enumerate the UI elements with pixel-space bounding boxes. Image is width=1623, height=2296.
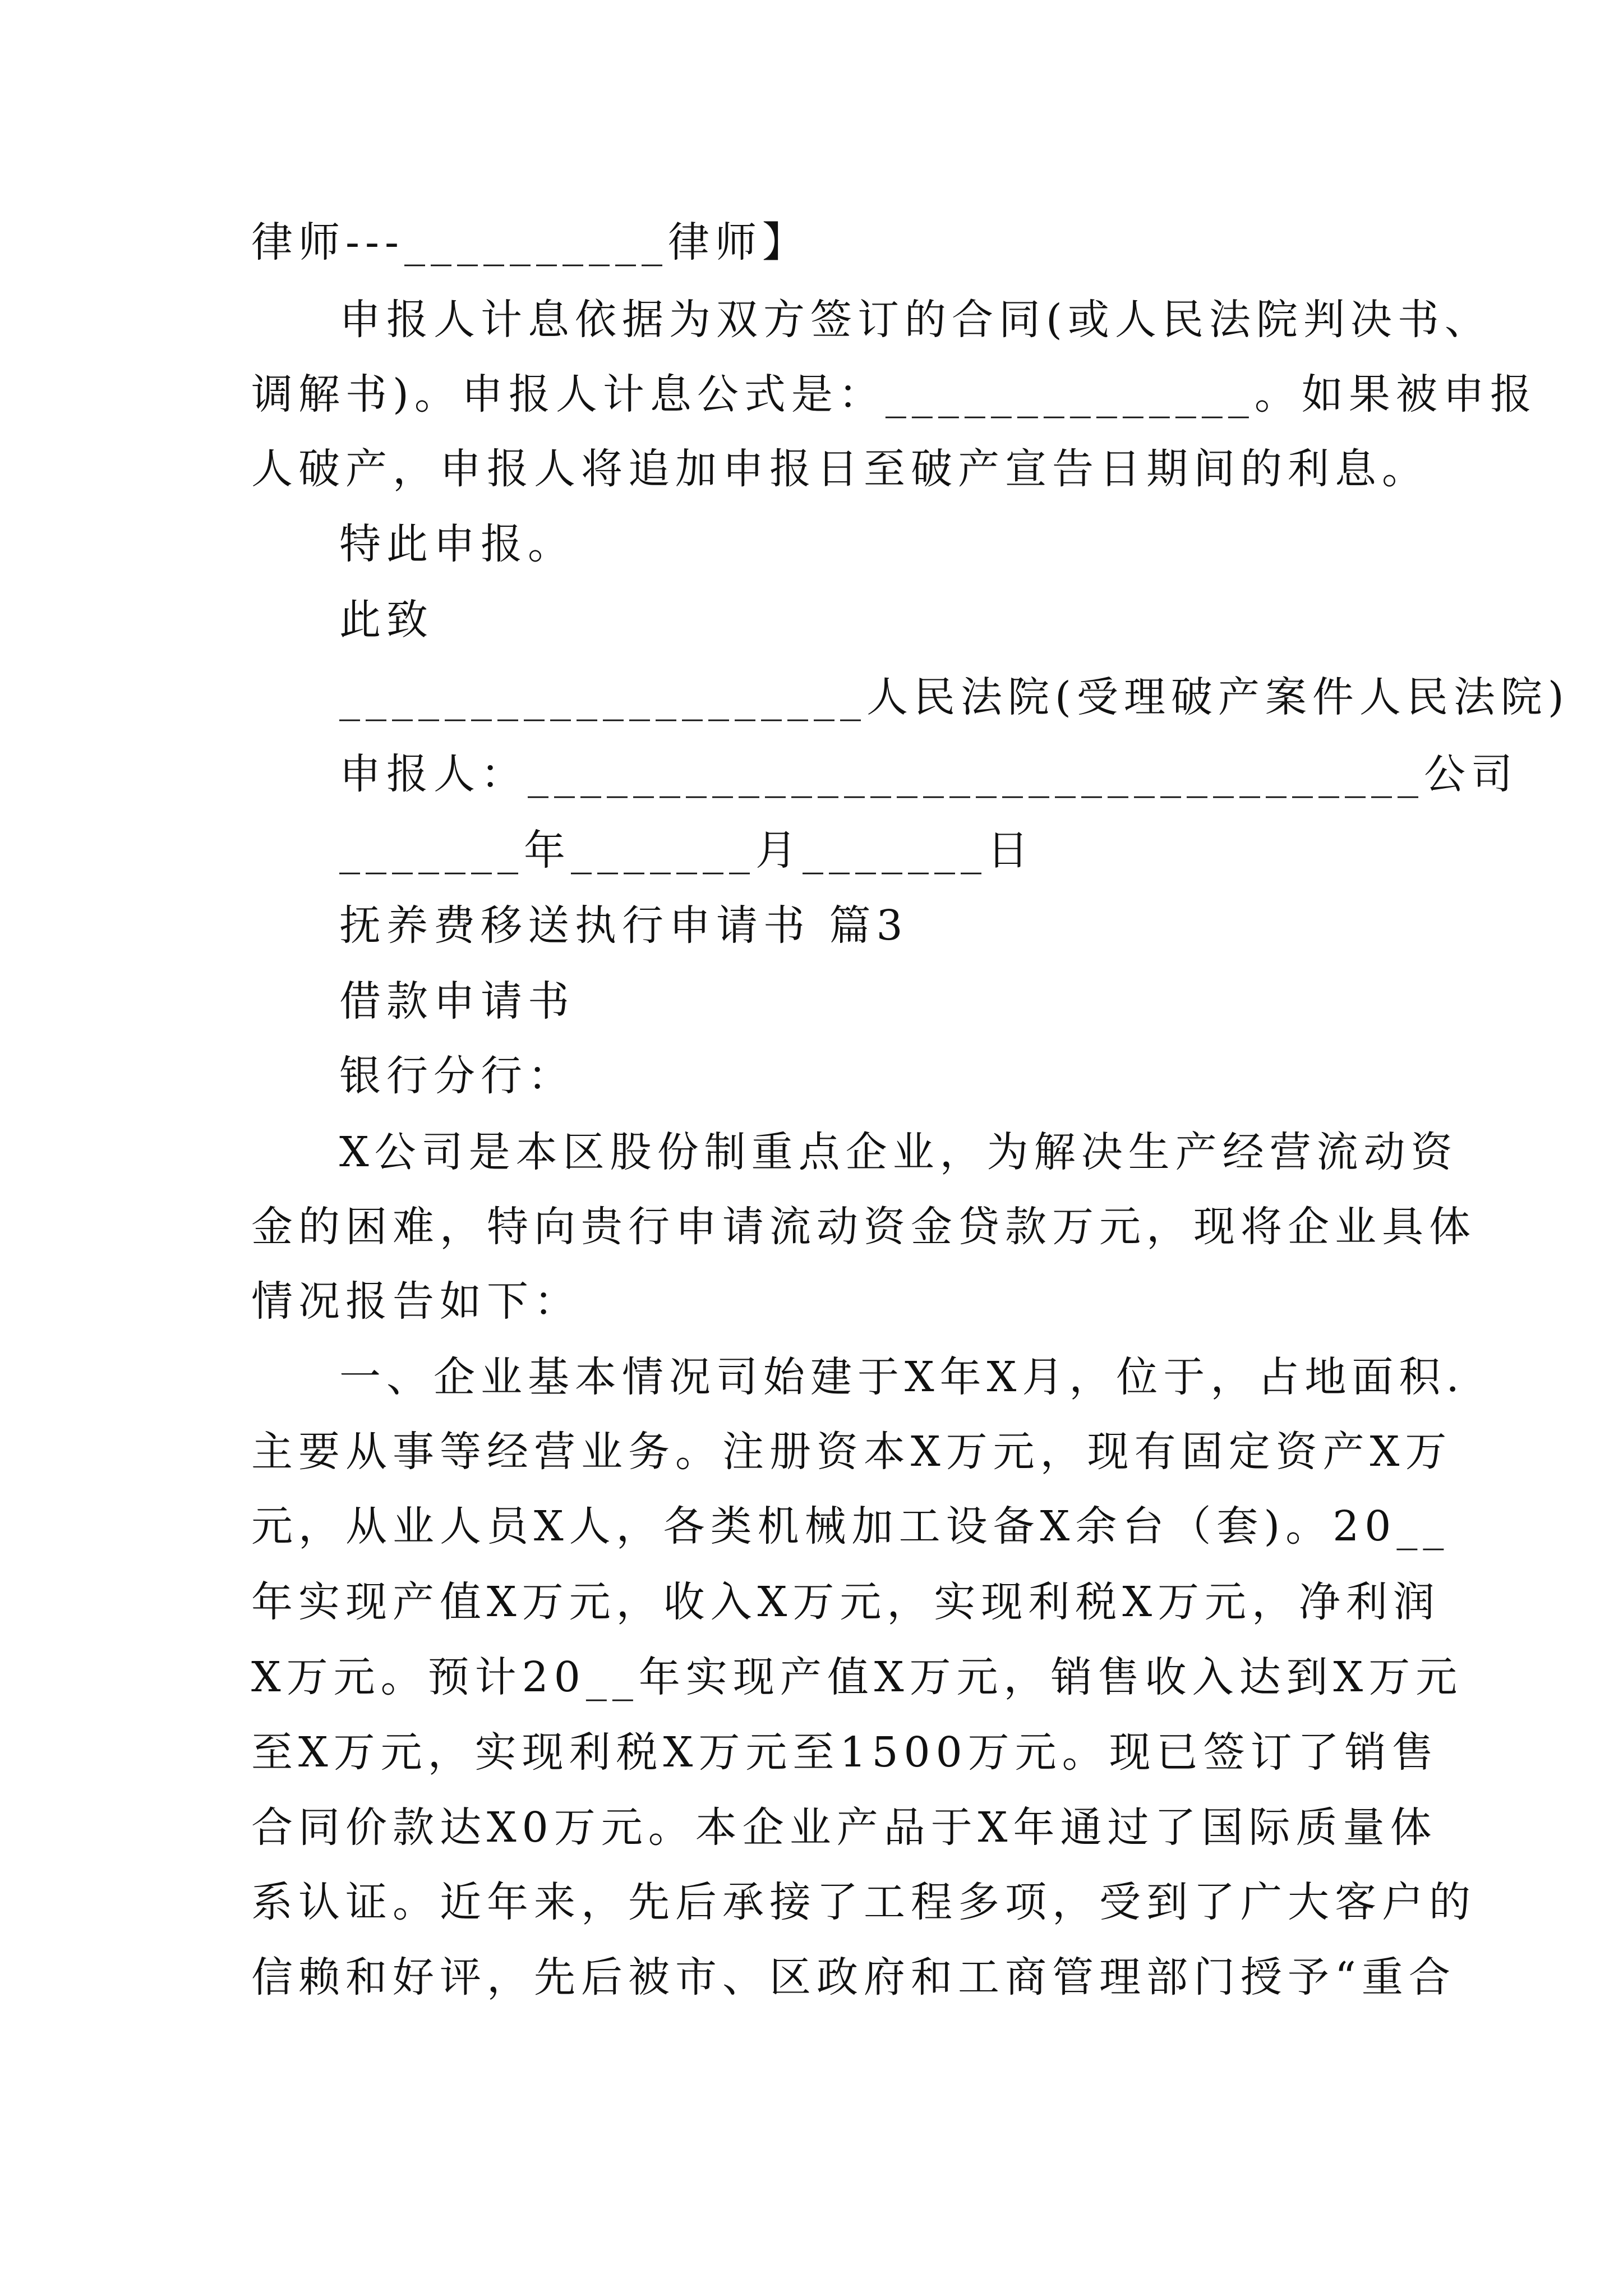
text-line-declaration: 特此申报。 (339, 520, 575, 568)
text-line-applicant-company: 申报人：__________________________________公司 (339, 750, 1518, 798)
text-line-business-scope: 主要从事等经营业务。注册资本X万元，现有固定资产X万 (251, 1428, 1453, 1476)
text-line-salutation: 此致 (339, 596, 434, 644)
text-line-company-intro: X公司是本区股份制重点企业，为解决生产经营流动资 (339, 1128, 1458, 1176)
text-line-staff-equipment: 元，从业人员X人，各类机械加工设备X余台（套)。20__ (251, 1502, 1450, 1550)
text-line-recognition: 信赖和好评，先后被市、区政府和工商管理部门授予“重合 (251, 1953, 1456, 2001)
text-line-interest-basis: 申报人计息依据为双方签订的合同(或人民法院判决书、 (339, 296, 1492, 344)
text-line-loan-request: 金的困难，特向贵行申请流动资金贷款万元，现将企业具体 (251, 1203, 1476, 1251)
text-line-court: ____________________人民法院(受理破产案件人民法院) (339, 673, 1570, 721)
text-line-basic-info: 一、企业基本情况司始建于X年X月，位于，占地面积. (339, 1353, 1465, 1401)
text-line-output-profit: 年实现产值X万元，收入X万元，实现利税X万元，净利润 (251, 1578, 1441, 1626)
text-line-recipient: 银行分行： (339, 1052, 575, 1100)
text-line-bankruptcy-interest: 人破产，申报人将追加申报日至破产宣告日期间的利息。 (251, 445, 1429, 493)
text-line-interest-formula: 调解书)。申报人计息公式是：______________。如果被申报 (251, 370, 1537, 418)
section-heading: 抚养费移送执行申请书 篇3 (339, 901, 909, 950)
text-line-quality-cert: 合同价款达X0万元。本企业产品于X年通过了国际质量体 (251, 1803, 1437, 1852)
text-line-projects: 系认证。近年来，先后承接了工程多项，受到了广大客户的 (251, 1878, 1476, 1926)
document-title: 借款申请书 (339, 977, 575, 1025)
text-line-report-intro: 情况报告如下： (251, 1277, 581, 1326)
text-line-date: _______年_______月_______日 (339, 826, 1034, 875)
text-line-forecast: X万元。预计20__年实现产值X万元，销售收入达到X万元 (251, 1653, 1463, 1701)
text-line-sales-contracts: 至X万元，实现利税X万元至1500万元。现已签订了销售 (251, 1728, 1439, 1777)
text-line-lawyer: 律师---__________律师】 (251, 218, 810, 266)
